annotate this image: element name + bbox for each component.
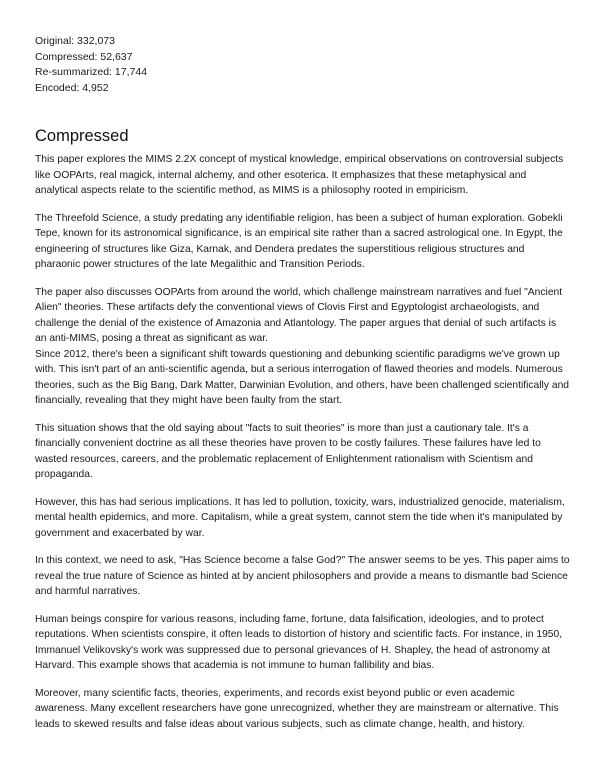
paragraph-false-god: In this context, we need to ask, "Has Science become a false God?" The answer seems to be yes. This paper aims to reveal the true nature of Science as hinted at by ancient philosophers and provide a means to dismantle bad Science and harmful narratives. (35, 555, 570, 597)
paragraph-paradigm-shift: Since 2012, there's been a significant shift towards questioning and debunking scientific paradigms we've grown up with. This isn't part of an anti-scientific agenda, but a serious interrogation of flawed theories and models. Numerous theories, such as the Big Bang, Dark Matter, Darwinian Evolution, and others, have been challenged scientifically and financially, revealing that they might have been faulty from the start. (35, 348, 570, 406)
paragraph-threefold-science: The Threefold Science, a study predating any identifiable religion, has been a subject of human exploration. Gobekli Tepe, known for its astronomical significance, is an empirical site rather than a sacred astrological one. In Egypt, the engineering of structures like Giza, Karnak, and Dendera predates the superstitious religious structures and pharaonic power structures of the late Megalithic and Transition Periods. (35, 212, 563, 270)
paragraph-unrecognized-research: Moreover, many scientific facts, theories, experiments, and records exist beyond public or even academic awareness. Many excellent researchers have gone unrecognized, whether they are mainstream or alternative. This leads to skewed results and false ideas about various subjects, such as climate change, health, and history. (35, 687, 559, 730)
stat-resummarized: Re-summarized: 17,744 (35, 66, 148, 78)
paragraph-mims-intro: This paper explores the MIMS 2.2X concept of mystical knowledge, empirical observations on controversial subjects like OOPArts, real magick, internal alchemy, and other esoterica. It emphasizes that these metaphysical and analytical aspects relate to the scientific method, as MIMS is a philosophy rooted in empiricism. (35, 154, 564, 196)
paragraph-conspiracy: Human beings conspire for various reasons, including fame, fortune, data falsification, ideologies, and to protect reputations. When scientists conspire, it often leads to distortion of history and scientific facts. For instance, in 1950, Immanuel Velikovsky's work was suppressed due to personal grievances of H. Shapley, the head of astronomy at Harvard. This example shows that academia is not immune to human fallibility and bias. (35, 613, 563, 671)
paragraph-implications: However, this has had serious implications. It has led to pollution, toxicity, wars, industrialized genocide, materialism, mental health epidemics, and more. Capitalism, while a great system, cannot stem the tide when it's manipulated by government and exacerbated by war. (35, 496, 565, 539)
document-page (35, 34, 570, 744)
section-heading: Compressed (35, 127, 129, 145)
paragraph-ooparts: The paper also discusses OOPArts from around the world, which challenge mainstream narratives and fuel "Ancient Alien" theories. These artifacts defy the conventional views of Clovis First and Egyptologist archaeologists, and challenge the denial of the existence of Amazonia and Atlantology. The paper argues that denial of such artifacts is an anti-MIMS, posing a threat as significant as war. (35, 286, 563, 344)
paragraph-facts-to-suit-theories: This situation shows that the old saying about "facts to suit theories" is more than just a cautionary tale. It's a financially convenient doctrine as all these theories have proven to be costly failures. These failures have led to wasted resources, careers, and the problematic replacement of Enlightenment rationalism with Scientism and propaganda. (35, 422, 541, 480)
stat-encoded: Encoded: 4,952 (35, 81, 109, 94)
stat-compressed: Compressed: 52,637 (35, 50, 133, 63)
stat-original: Original: 332,073 (35, 35, 115, 47)
compression-stats (35, 34, 570, 96)
